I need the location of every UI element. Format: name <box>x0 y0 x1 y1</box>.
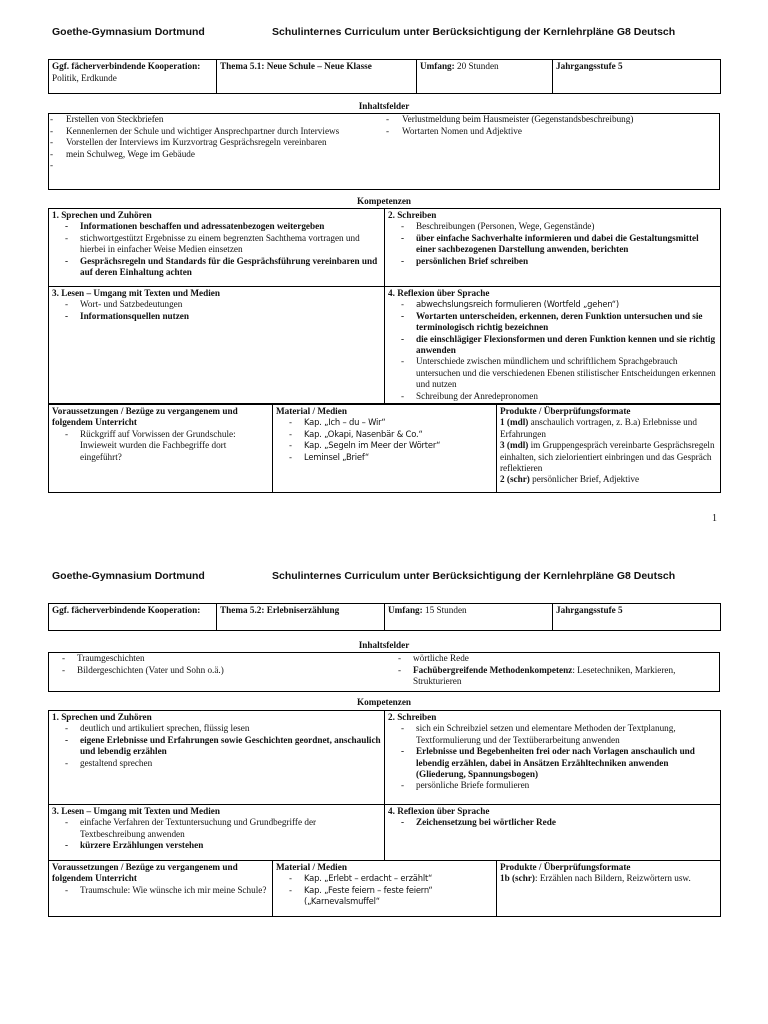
list-item: - deutlich und artikuliert sprechen, flüssig lesen <box>52 723 381 734</box>
document-title: Schulinternes Curriculum unter Berücksichtigung der Kernlehrpläne G8 Deutsch <box>272 26 676 38</box>
inhaltsfelder-title: Inhaltsfelder <box>358 101 410 111</box>
topic-cell: Thema 5.2: Erlebniserzählung <box>217 604 385 631</box>
inhaltsfelder-box <box>48 113 720 190</box>
prerequisites-title: Voraussetzungen / Bezüge zu vergangenem und folgendem Unterricht <box>52 406 238 428</box>
cooperation-label: Ggf. fächerverbindende Kooperation: <box>52 61 201 71</box>
product-line <box>500 873 717 884</box>
products-cell <box>497 405 721 493</box>
list-item <box>385 665 719 688</box>
scope-cell <box>417 60 553 94</box>
document-title: Schulinternes Curriculum unter Berücksichtigung der Kernlehrpläne G8 Deutsch <box>272 570 676 582</box>
competence-speaking <box>49 209 385 287</box>
list-item: - persönlichen Brief schreiben <box>388 256 717 267</box>
inhaltsfelder-right-list <box>385 114 719 137</box>
competence-reading <box>49 805 385 861</box>
list-item: - Unterschiede zwischen mündlichem und schriftlichem Sprachgebrauch untersuchen und die verschiedenen Ebenen stilistischer Entscheidungen erkennen und nutzen <box>388 356 717 390</box>
list-item: - gestaltend sprechen <box>52 758 381 769</box>
prerequisites-table <box>48 860 721 917</box>
competence-title: 4. Reflexion über Sprache <box>388 806 490 816</box>
product-lead: 1b (schr) <box>500 873 535 884</box>
product-text: : Erzählen nach Bildern, Reizwörtern usw. <box>534 873 691 884</box>
competence-reading <box>49 287 385 404</box>
cooperation-cell: Ggf. fächerverbindende Kooperation: <box>49 604 217 631</box>
material-cell <box>273 405 497 493</box>
kompetenzen-table <box>48 208 721 404</box>
method-competence-text: : Lesetechniken, Markieren, Strukturieren <box>413 664 676 687</box>
product-text: persönlicher Brief, Adjektive <box>529 474 640 485</box>
list-item: - Kap. „Okapi, Nasenbär & Co.“ <box>276 429 493 440</box>
list-item: - Bildergeschichten (Vater und Sohn o.ä.) <box>49 665 385 677</box>
scope-value: 15 Stunden <box>425 605 467 615</box>
cooperation-cell <box>49 60 217 94</box>
competence-title: 2. Schreiben <box>388 712 437 722</box>
prerequisites-cell <box>49 405 273 493</box>
competence-reflection <box>385 287 721 404</box>
material-title: Material / Medien <box>276 862 347 872</box>
topic-cell: Thema 5.1: Neue Schule – Neue Klasse <box>217 60 417 94</box>
product-lead: 3 (mdl) <box>500 440 529 451</box>
list-item: - Kap. „Erlebt – erdacht – erzählt“ <box>276 873 493 884</box>
prerequisites-cell <box>49 861 273 917</box>
list-item: - Wortarten Nomen und Adjektive <box>385 126 719 138</box>
scope-cell <box>385 604 553 631</box>
list-item: - Kap. „Feste feiern – feste feiern“ („Karnevalsmuffel“ <box>276 885 493 908</box>
list-item: - mein Schulweg, Wege im Gebäude <box>49 149 385 161</box>
list-item: - Informationsquellen nutzen <box>52 311 381 322</box>
competence-reflection <box>385 805 721 861</box>
list-item: - Schreibung der Anredepronomen <box>388 391 717 402</box>
list-item: - Beschreibungen (Personen, Wege, Gegenstände) <box>388 221 717 232</box>
list-item: - Leminsel „Brief“ <box>276 452 493 463</box>
list-item: - Traumschule: Wie wünsche ich mir meine Schule? <box>52 885 269 896</box>
competence-title: 2. Schreiben <box>388 210 437 220</box>
competence-title: 1. Sprechen und Zuhören <box>52 712 152 722</box>
competence-writing <box>385 209 721 287</box>
list-item: - Traumgeschichten <box>49 653 385 665</box>
product-line <box>500 417 717 440</box>
cooperation-value: Politik, Erdkunde <box>52 72 117 83</box>
material-title: Material / Medien <box>276 406 347 416</box>
list-item: - über einfache Sachverhalte informieren und dabei die Gestaltungsmittel einer sachbezogenen Darstellung anwenden, berichten <box>388 233 717 256</box>
kompetenzen-title: Kompetenzen <box>356 697 412 707</box>
list-item: - Kap. „Segeln im Meer der Wörter“ <box>276 440 493 451</box>
competence-title: 3. Lesen – Umgang mit Texten und Medien <box>52 288 220 298</box>
list-item: - persönliche Briefe formulieren <box>388 780 717 791</box>
products-title: Produkte / Überprüfungsformate <box>500 406 631 416</box>
material-cell <box>273 861 497 917</box>
list-item: - Informationen beschaffen und adressatenbezogen weitergeben <box>52 221 381 232</box>
scope-label: Umfang: <box>420 61 455 71</box>
page-header <box>52 570 712 582</box>
list-item: - Erlebnisse und Begebenheiten frei oder nach Vorlagen anschaulich und lebendig erzählen, dabei in Ansätzen Erzähltechniken anwenden (Gliederung, Spannungsbogen) <box>388 746 717 780</box>
kompetenzen-table <box>48 710 721 861</box>
product-line <box>500 474 717 485</box>
list-item: - die einschlägiger Flexionsformen und deren Funktion kennen und sie richtig anwenden <box>388 334 717 357</box>
list-item: - Verlustmeldung beim Hausmeister (Gegenstandsbeschreibung) <box>385 114 719 126</box>
inhaltsfelder-box <box>48 652 720 692</box>
prerequisites-title: Voraussetzungen / Bezüge zu vergangenem und folgendem Unterricht <box>52 862 238 884</box>
competence-writing <box>385 711 721 805</box>
product-lead: 2 (schr) <box>500 474 530 485</box>
list-item: - sich ein Schreibziel setzen und elementare Methoden der Textplanung, Textformulierung und der Textüberarbeitung anwenden <box>388 723 717 746</box>
prerequisites-table <box>48 404 721 493</box>
scope-label: Umfang: <box>388 605 423 615</box>
topic-info-table <box>48 59 721 94</box>
list-item: - Rückgriff auf Vorwissen der Grundschule: Inwieweit wurden die Fachbegriffe dort eingeführt? <box>52 429 269 463</box>
list-item: - eigene Erlebnisse und Erfahrungen sowie Geschichten geordnet, anschaulich und lebendig erzählen <box>52 735 381 758</box>
method-competence-label: Fachübergreifende Methodenkompetenz <box>413 664 573 675</box>
list-item: - stichwortgestützt Ergebnisse zu einem begrenzten Sachthema vortragen und hierbei in einfacher Weise Medien einsetzen <box>52 233 381 256</box>
kompetenzen-title: Kompetenzen <box>356 196 412 206</box>
competence-title: 4. Reflexion über Sprache <box>388 288 490 298</box>
grade-cell: Jahrgangsstufe 5 <box>553 604 721 631</box>
list-item: - Zeichensetzung bei wörtlicher Rede <box>388 817 717 828</box>
inhaltsfelder-title: Inhaltsfelder <box>358 640 410 650</box>
school-name: Goethe-Gymnasium Dortmund <box>52 26 205 38</box>
inhaltsfelder-left-list <box>49 114 385 172</box>
product-lead: 1 (mdl) <box>500 417 529 428</box>
list-item <box>49 160 385 172</box>
scope-value: 20 Stunden <box>457 61 499 71</box>
list-item: - Kap. „Ich – du – Wir“ <box>276 417 493 428</box>
competence-speaking <box>49 711 385 805</box>
list-item: - wörtliche Rede <box>385 653 719 665</box>
products-cell <box>497 861 721 917</box>
product-line <box>500 440 717 474</box>
page-number: 1 <box>712 513 717 524</box>
list-item: - Wortarten unterscheiden, erkennen, deren Funktion untersuchen und sie terminologisch richtig bezeichnen <box>388 311 717 334</box>
list-item: - kürzere Erzählungen verstehen <box>52 840 381 851</box>
topic-info-table <box>48 603 721 631</box>
list-item: - Gesprächsregeln und Standards für die Gesprächsführung vereinbaren und auf deren Einhaltung achten <box>52 256 381 279</box>
list-item: - einfache Verfahren der Textuntersuchung und Grundbegriffe der Textbeschreibung anwenden <box>52 817 381 840</box>
grade-cell: Jahrgangsstufe 5 <box>553 60 721 94</box>
inhaltsfelder-left-list <box>49 653 385 676</box>
product-text: anschaulich vortragen, z. B.a) Erlebnisse und Erfahrungen <box>500 417 697 439</box>
list-item: - abwechslungsreich formulieren (Wortfeld „gehen“) <box>388 299 717 310</box>
list-item: - Wort- und Satzbedeutungen <box>52 299 381 310</box>
page-header <box>52 26 712 38</box>
competence-title: 1. Sprechen und Zuhören <box>52 210 152 220</box>
inhaltsfelder-right-list <box>385 653 719 688</box>
product-text: im Gruppengespräch vereinbarte Gesprächsregeln einhalten, sich zielorientiert einbringen und das Gespräch reflektieren <box>500 440 715 474</box>
products-title: Produkte / Überprüfungsformate <box>500 862 631 872</box>
competence-title: 3. Lesen – Umgang mit Texten und Medien <box>52 806 220 816</box>
list-item: - Kennenlernen der Schule und wichtiger Ansprechpartner durch Interviews <box>49 126 385 138</box>
school-name: Goethe-Gymnasium Dortmund <box>52 570 205 582</box>
list-item: - Vorstellen der Interviews im Kurzvortrag Gesprächsregeln vereinbaren <box>49 137 385 149</box>
list-item: - Erstellen von Steckbriefen <box>49 114 385 126</box>
